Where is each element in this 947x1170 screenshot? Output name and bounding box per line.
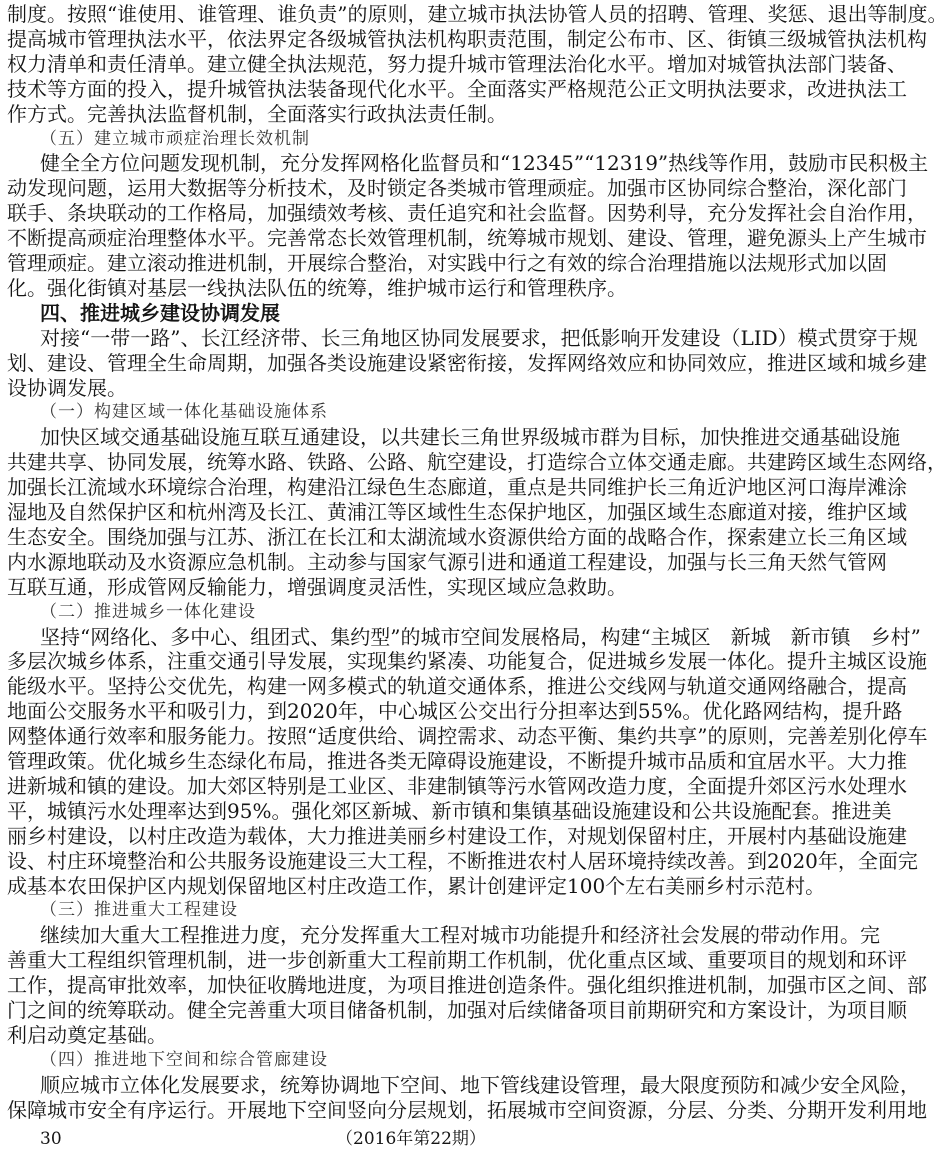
paragraph-line: 利启动奠定基础。 [7, 1022, 167, 1047]
paragraph-line: 动发现问题，运用大数据等分析技术，及时锁定各类城市管理顽症。加强市区协同综合整治，深化部门 [7, 176, 907, 201]
subsection-heading: （三）推进重大工程建设 [40, 900, 238, 921]
paragraph-line: 对接“一带一路”、长江经济带、长三角地区协同发展要求，把低影响开发建设（LID）模式贯穿于规 [40, 325, 918, 350]
paragraph-line: 保障城市安全有序运行。开展地下空间竖向分层规划，拓展城市空间资源，分层、分类、分期开发利用地 [7, 1097, 927, 1122]
paragraph-line: 工作，提高审批效率，加快征收腾地进度，为项目推进创造条件。强化组织推进机制，加强市区之间、部 [7, 973, 927, 998]
paragraph-line: 管理政策。优化城乡生态绿化布局，推进各类无障碍设施建设，不断提升城市品质和宜居水平。大力推 [7, 749, 907, 773]
paragraph-line: 划、建设、管理全生命周期，加强各类设施建设紧密衔接，发挥网络效应和协同效应，推进区域和城乡建 [7, 350, 927, 375]
issue-label: （2016年第22期） [336, 1129, 486, 1149]
paragraph-line: 加快区域交通基础设施互联互通建设，以共建长三角世界级城市群为目标，加快推进交通基础设施 [40, 425, 900, 450]
paragraph-line: 制度。按照“谁使用、谁管理、谁负责”的原则，建立城市执法协管人员的招聘、管理、奖惩、退出等制度。 [7, 2, 947, 26]
paragraph-line: 坚持“网络化、多中心、组团式、集约型”的城市空间发展格局，构建“主城区 新城 新市镇 乡村” [40, 624, 921, 649]
paragraph-line: 能级水平。坚持公交优先，构建一网多模式的轨道交通体系，推进公交线网与轨道交通网络融合，提高 [7, 674, 907, 699]
paragraph-line: 共建共享、协同发展，统筹水路、铁路、公路、航空建设，打造综合立体交通走廊。共建跨区域生态网络， [7, 450, 947, 475]
subsection-heading: （五）建立城市顽症治理长效机制 [40, 128, 310, 149]
paragraph-line: 权力清单和责任清单。建立健全执法规范，努力提升城市管理法治化水平。增加对城管执法部门装备、 [7, 51, 907, 76]
paragraph-line: 网整体通行效率和服务能力。按照“适度供给、调控需求、动态平衡、集约共享”的原则，完善差别化停车 [7, 724, 928, 749]
paragraph-line: 平，城镇污水处理率达到95%。强化郊区新城、新市镇和集镇基础设施建设和公共设施配套。推进美 [7, 798, 892, 823]
paragraph-line: 门之间的统筹联动。健全完善重大项目储备机制，加强对后续储备项目前期研究和方案设计，为项目顺 [7, 998, 907, 1022]
subsection-heading: （四）推进地下空间和综合管廊建设 [40, 1049, 328, 1070]
subsection-heading: （一）构建区域一体化基础设施体系 [40, 402, 328, 423]
paragraph-line: 地面公交服务水平和吸引力，到2020年，中心城区公交出行分担率达到55%。优化路网结构，提升路 [7, 699, 903, 724]
paragraph-line: 成基本农田保护区内规划保留地区村庄改造工作，累计创建评定100个左右美丽乡村示范村。 [7, 873, 826, 898]
paragraph-line: 继续加大重大工程推进力度，充分发挥重大工程对城市功能提升和经济社会发展的带动作用。完 [40, 923, 880, 948]
paragraph-line: 多层次城乡体系，注重交通引导发展，实现集约紧凑、功能复合，促进城乡发展一体化。提升主城区设施 [7, 649, 927, 674]
paragraph-line: 化。强化街镇对基层一线执法队伍的统筹，维护城市运行和管理秩序。 [7, 275, 627, 300]
paragraph-line: 设、村庄环境整治和公共服务设施建设三大工程，不断推进农村人居环境持续改善。到2020年，全面完 [7, 848, 918, 873]
paragraph-line: 设协调发展。 [7, 375, 127, 400]
paragraph-line: 丽乡村建设，以村庄改造为载体，大力推进美丽乡村建设工作，对规划保留村庄，开展村内基础设施建 [7, 823, 907, 848]
paragraph-line: 健全全方位问题发现机制，充分发挥网格化监督员和“12345”“12319”热线等作用，鼓励市民积极主 [40, 151, 929, 176]
paragraph-line: 加强长江流域水环境综合治理，构建沿江绿色生态廊道，重点是共同维护长三角近沪地区河口海岸滩涂 [7, 475, 907, 500]
paragraph-line: 管理顽症。建立滚动推进机制，开展综合整治，对实践中行之有效的综合治理措施以法规形式加以固 [7, 251, 887, 275]
paragraph-line: 顺应城市立体化发展要求，统筹协调地下空间、地下管线建设管理，最大限度预防和减少安全风险， [40, 1072, 920, 1097]
paragraph-line: 互联互通，形成管网反输能力，增强调度灵活性，实现区域应急救助。 [7, 574, 627, 599]
paragraph-line: 技术等方面的投入，提升城管执法装备现代化水平。全面落实严格规范公正文明执法要求，改进执法工 [7, 76, 907, 101]
page-number: 30 [40, 1129, 62, 1149]
paragraph-line: 善重大工程组织管理机制，进一步创新重大工程前期工作机制，优化重点区域、重要项目的规划和环评 [7, 948, 907, 973]
paragraph-line: 内水源地联动及水资源应急机制。主动参与国家气源引进和通道工程建设，加强与长三角天然气管网 [7, 549, 887, 574]
section-heading: 四、推进城乡建设协调发展 [40, 300, 280, 325]
subsection-heading: （二）推进城乡一体化建设 [40, 601, 256, 622]
paragraph-line: 进新城和镇的建设。加大郊区特别是工业区、非建制镇等污水管网改造力度，全面提升郊区污水处理水 [7, 773, 907, 798]
paragraph-line: 生态安全。围绕加强与江苏、浙江在长江和太湖流域水资源供给方面的战略合作，探索建立长三角区域 [7, 524, 907, 549]
paragraph-line: 湿地及自然保护区和杭州湾及长江、黄浦江等区域性生态保护地区，加强区域生态廊道对接，维护区域 [7, 500, 907, 524]
paragraph-line: 不断提高顽症治理整体水平。完善常态长效管理机制，统筹城市规划、建设、管理，避免源头上产生城市 [7, 226, 927, 251]
paragraph-line: 联手、条块联动的工作格局，加强绩效考核、责任追究和社会监督。因势利导，充分发挥社会自治作用， [7, 201, 927, 226]
paragraph-line: 提高城市管理执法水平，依法界定各级城管执法机构职责范围，制定公布市、区、街镇三级城管执法机构 [7, 26, 927, 51]
paragraph-line: 作方式。完善执法监督机制，全面落实行政执法责任制。 [7, 101, 507, 126]
